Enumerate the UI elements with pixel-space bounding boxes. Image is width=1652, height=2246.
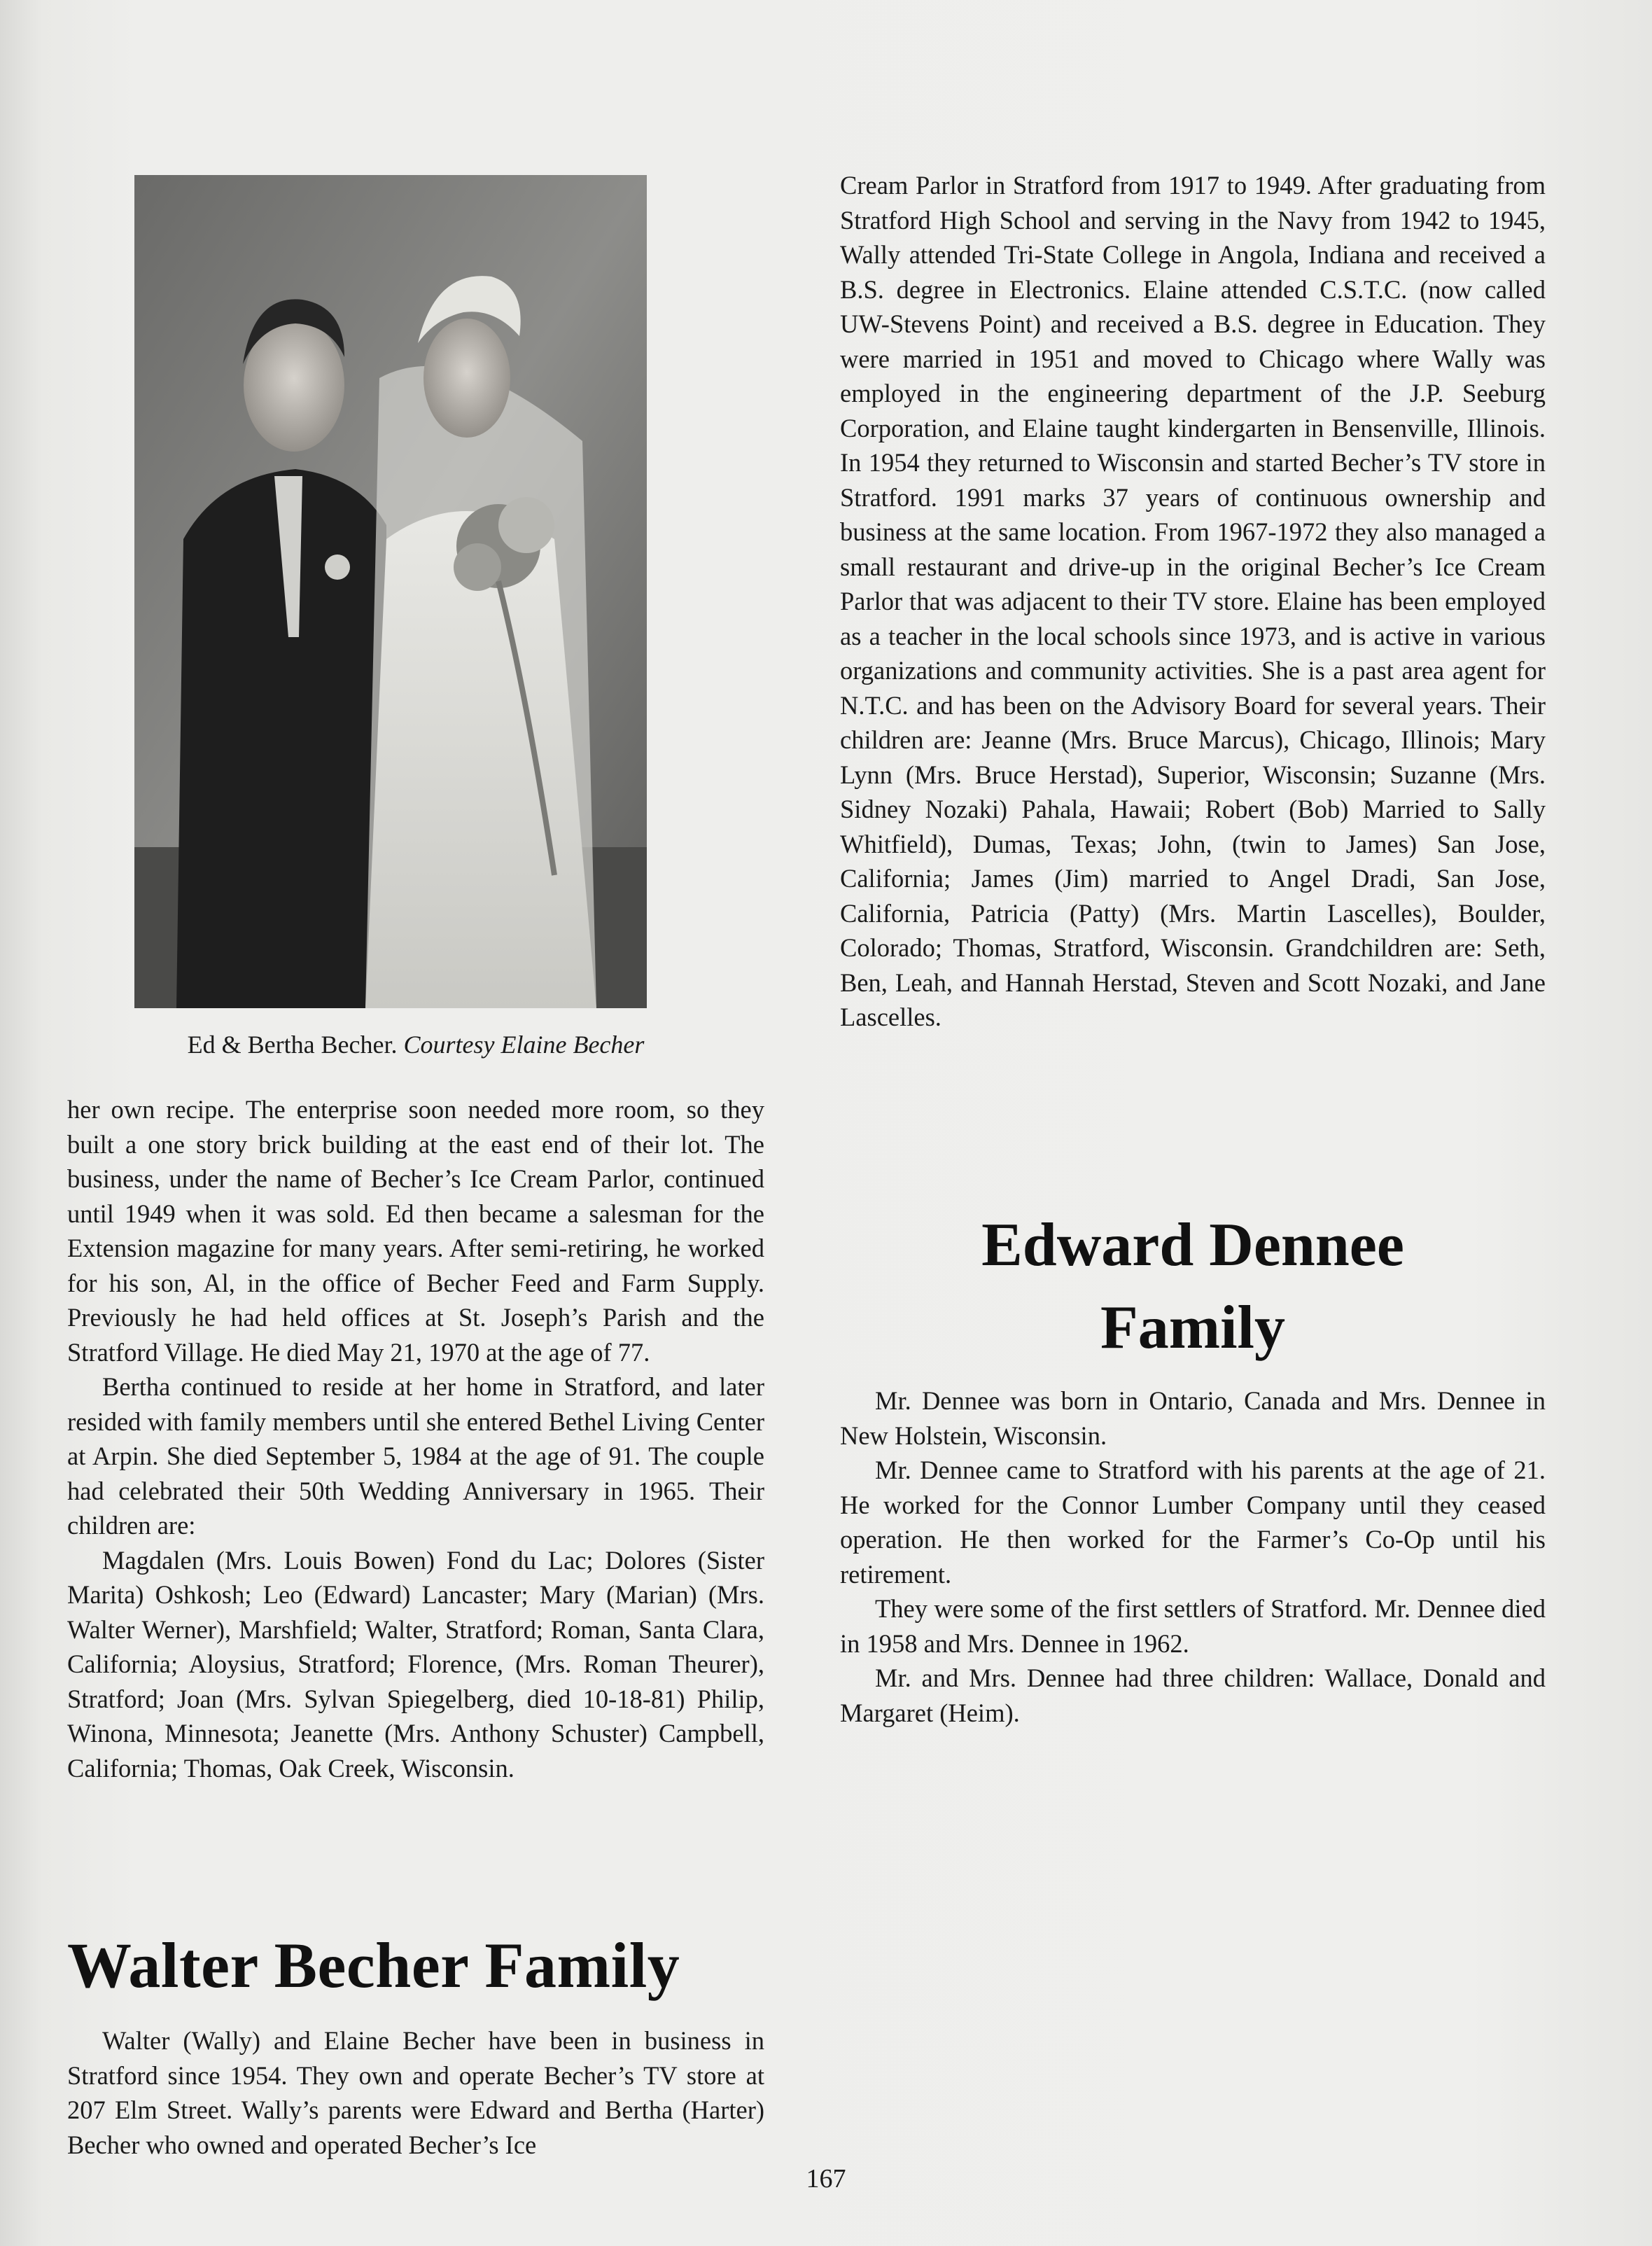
dennee-paragraph: Mr. Dennee was born in Ontario, Canada and Mrs. Dennee in New Holstein, Wisconsin. <box>840 1386 1546 1450</box>
dennee-paragraph: Mr. Dennee came to Stratford with his parents at the age of 21. He worked for the Connor Lumber Company until they ceased operation. He then worked for the Farmer’s Co-Op until his retirement. <box>840 1456 1546 1589</box>
left-paragraph: Bertha continued to reside at her home in Stratford, and later resided with family members until she entered Bethel Living Center at Arpin. She died September 5, 1984 at the age of 91. The couple had celebrated their 50th Wedding Anniversary in 1965. Their children are: <box>67 1372 764 1540</box>
dennee-paragraph: They were some of the first settlers of Stratford. Mr. Dennee died in 1958 and Mrs. Dennee in 1962. <box>840 1594 1546 1658</box>
walter-heading: Walter Becher Family <box>67 1930 680 2001</box>
left-paragraph: her own recipe. The enterprise soon needed more room, so they built a one story brick building at the east end of their lot. The business, under the name of Becher’s Ice Cream Parlor, continued until 1949 when it was sold. Ed then became a salesman for the Extension magazine for many years. After semi-retiring, he worked for his son, Al, in the office of Becher Feed and Farm Supply. Previously he had held offices at St. Joseph’s Parish and the Stratford Village. He died May 21, 1970 at the age of 77. <box>67 1095 764 1367</box>
caption-names: Ed & Bertha Becher. <box>187 1031 398 1059</box>
walter-section-body <box>67 2023 764 2162</box>
page-number: 167 <box>806 2164 846 2193</box>
left-column <box>67 1092 764 1785</box>
dennee-section-body <box>840 1383 1546 1730</box>
caption-credit: Courtesy Elaine Becher <box>403 1031 645 1059</box>
right-paragraph: Cream Parlor in Stratford from 1917 to 1949. After graduating from Stratford High School and serving in the Navy from 1942 to 1945, Wally attended Tri-State College in Angola, Indiana and received a B.S. degree in Electronics. Elaine attended C.S.T.C. (now called UW-Stevens Point) and received a B.S. degree in Education. They were married in 1951 and moved to Chicago where Wally was employed in the engineering department of the J.P. Seeburg Corporation, and Elaine taught kindergarten in Bensenville, Illinois. In 1954 they returned to Wisconsin and started Becher’s TV store in Stratford. 1991 marks 37 years of continuous ownership and business at the same location. From 1967-1972 they also managed a small restaurant and drive-up in the original Becher’s Ice Cream Parlor that was adjacent to their TV store. Elaine has been employed as a teacher in the local schools since 1973, and is active in various organizations and community activities. She is a past area agent for N.T.C. and has been on the Advisory Board for several years. Their children are: Jeanne (Mrs. Bruce Marcus), Chicago, Illinois; Mary Lynn (Mrs. Bruce Herstad), Superior, Wisconsin; Suzanne (Mrs. Sidney Nozaki) Pahala, Hawaii; Robert (Bob) Married to Sally Whitfield), Dumas, Texas; John, (twin to James) San Jose, California; James (Jim) married to Angel Dradi, San Jose, California, Patricia (Patty) (Mrs. Martin Lascelles), Boulder, Colorado; Thomas, Stratford, Wisconsin. Grandchildren are: Seth, Ben, Leah, and Hannah Herstad, Steven and Scott Nozaki, and Jane Lascelles. <box>840 171 1546 1031</box>
dennee-paragraph: Mr. and Mrs. Dennee had three children: Wallace, Donald and Margaret (Heim). <box>840 1663 1546 1727</box>
wedding-photo <box>134 175 647 1008</box>
dennee-heading <box>840 1204 1546 1369</box>
walter-paragraph: Walter (Wally) and Elaine Becher have been in business in Stratford since 1954. They own and operate Becher’s TV store at 207 Elm Street. Wally’s parents were Edward and Bertha (Harter) Becher who owned and operated Becher’s Ice <box>67 2026 764 2159</box>
photo-caption <box>67 1028 764 1061</box>
dennee-heading-line1: Edward Dennee <box>981 1211 1404 1279</box>
dennee-heading-line2: Family <box>1100 1294 1285 1362</box>
left-paragraph: Magdalen (Mrs. Louis Bowen) Fond du Lac; Dolores (Sister Marita) Oshkosh; Leo (Edward) Lancaster; Mary (Marian) (Mrs. Walter Werner), Marshfield; Walter, Stratford; Roman, Santa Clara, California; Aloysius, Stratford; Florence, (Mrs. Roman Theurer), Stratford; Joan (Mrs. Sylvan Spiegelberg, died 10-18-81) Philip, Winona, Minnesota; Jeanette (Mrs. Anthony Schuster) Campbell, California; Thomas, Oak Creek, Wisconsin. <box>67 1545 764 1783</box>
right-column <box>840 168 1546 1035</box>
